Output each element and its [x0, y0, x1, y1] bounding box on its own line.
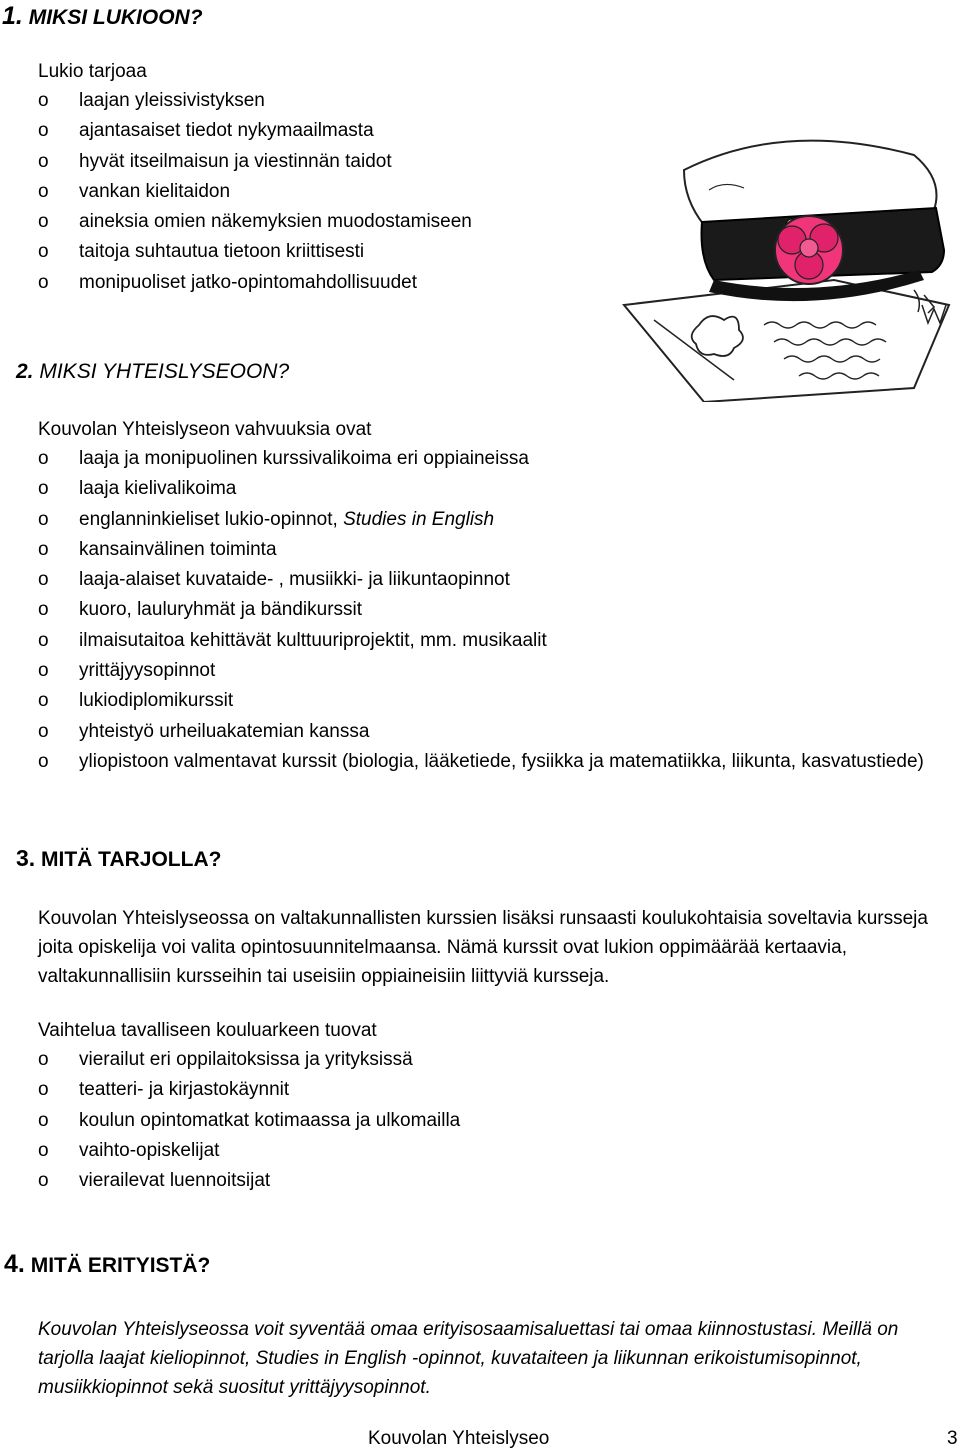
bullet: o [38, 1170, 49, 1192]
section-2-title: MIKSI YHTEISLYSEOON? [39, 360, 290, 383]
list-item: o vierailevat luennoitsijat [38, 1166, 460, 1196]
section-4-paragraph: Kouvolan Yhteislyseossa voit syventää omaa erityisosaamisaluettasi tai omaa kiinnostustasi. Meillä on tarjolla laajat kieliopinnot, Studies in English -opinnot, kuvataiteen ja liikunnan erikoistumisopinnot, musiikkiopinnot sekä suositut yrittäjyysopinnot. [38, 1319, 899, 1398]
studies-in-english-emphasis: Studies in English [343, 508, 495, 530]
footer-school-name: Kouvolan Yhteislyseo [368, 1428, 550, 1449]
list-item: o ilmaisutaitoa kehittävät kulttuuriprojektit, mm. musikaalit [38, 626, 929, 656]
list-item: o yrittäjyysopinnot [38, 656, 929, 686]
bullet: o [38, 690, 49, 712]
list-item: o yliopistoon valmentavat kurssit (biologia, lääketiede, fysiikka ja matematiikka, liikunta, kasvatustiede) [38, 747, 929, 777]
bullet: o [38, 120, 49, 142]
list-item: o monipuoliset jatko-opintomahdollisuudet [38, 268, 472, 298]
bullet: o [38, 750, 49, 772]
bullet: o [38, 271, 49, 293]
bullet: o [38, 720, 49, 742]
bullet: o [38, 569, 49, 591]
bullet: o [38, 508, 49, 530]
list-item: o laajan yleissivistyksen [38, 86, 472, 116]
section-4-heading [4, 1250, 210, 1279]
bullet: o [38, 538, 49, 560]
section-1-number: 1. [2, 2, 23, 30]
student-cap-illustration-icon [614, 130, 960, 402]
bullet: o [38, 448, 49, 469]
bullet: o [38, 180, 49, 202]
list-item: o lukiodiplomikurssit [38, 686, 929, 716]
section-4-title: MITÄ ERITYISTÄ? [30, 1254, 211, 1277]
list-item: o laaja-alaiset kuvataide- , musiikki- ja liikuntaopinnot [38, 565, 929, 595]
section-2-number: 2. [16, 360, 34, 383]
bullet: o [38, 599, 49, 621]
bullet: o [38, 629, 49, 651]
bullet: o [38, 241, 49, 263]
section-3-number: 3. [16, 845, 36, 871]
bullet: o [38, 1049, 49, 1070]
bullet: o [38, 1109, 49, 1131]
list-item: o laaja ja monipuolinen kurssivalikoima eri oppiaineissa [38, 444, 929, 474]
list-item: o teatteri- ja kirjastokäynnit [38, 1075, 460, 1105]
bullet: o [38, 660, 49, 682]
section-3-list [38, 1045, 460, 1196]
section-4-number: 4. [4, 1250, 25, 1278]
list-item: o laaja kielivalikoima [38, 474, 929, 504]
section-3-heading [16, 845, 221, 872]
list-item: o vaihto-opiskelijat [38, 1136, 460, 1166]
bullet: o [38, 1079, 49, 1101]
list-item: o aineksia omien näkemyksien muodostamiseen [38, 207, 472, 237]
bullet: o [38, 211, 49, 233]
section-1-intro: Lukio tarjoaa [38, 61, 147, 82]
list-item: o hyvät itseilmaisun ja viestinnän taidot [38, 147, 472, 177]
section-1-heading [2, 2, 203, 31]
list-item: o kuoro, lauluryhmät ja bändikurssit [38, 595, 929, 625]
page-number: 3 [947, 1428, 958, 1449]
list-item: o kansainvälinen toiminta [38, 535, 929, 565]
list-item: o vierailut eri oppilaitoksissa ja yrityksissä [38, 1045, 460, 1075]
bullet: o [38, 1139, 49, 1161]
list-item: o yhteistyö urheiluakatemian kanssa [38, 717, 929, 747]
section-2-list [38, 444, 929, 777]
list-item: o taitoja suhtautua tietoon kriittisesti [38, 237, 472, 267]
bullet: o [38, 478, 49, 500]
list-item: o englanninkieliset lukio-opinnot, Studies in English [38, 505, 929, 535]
section-3-paragraph: Kouvolan Yhteislyseossa on valtakunnallisten kurssien lisäksi runsaasti koulukohtaisia soveltavia kursseja joita opiskelija voi valita opintosuunnitelmaansa. Nämä kurssit ovat lukion oppimäärää kertaavia, valtakunnallisiin kursseihin tai useisiin oppiaineisiin liittyviä kursseja. [38, 908, 928, 987]
list-item: o koulun opintomatkat kotimaassa ja ulkomailla [38, 1106, 460, 1136]
section-3-intro: Vaihtelua tavalliseen kouluarkeen tuovat [38, 1020, 377, 1041]
section-3-title: MITÄ TARJOLLA? [41, 848, 222, 871]
section-2-heading [16, 360, 289, 384]
section-1-title: MIKSI LUKIOON? [28, 6, 203, 29]
list-item: o ajantasaiset tiedot nykymaailmasta [38, 116, 472, 146]
bullet: o [38, 90, 49, 111]
section-2-intro: Kouvolan Yhteislyseon vahvuuksia ovat [38, 419, 372, 440]
section-1-list [38, 86, 472, 298]
list-item: o vankan kielitaidon [38, 177, 472, 207]
bullet: o [38, 150, 49, 172]
